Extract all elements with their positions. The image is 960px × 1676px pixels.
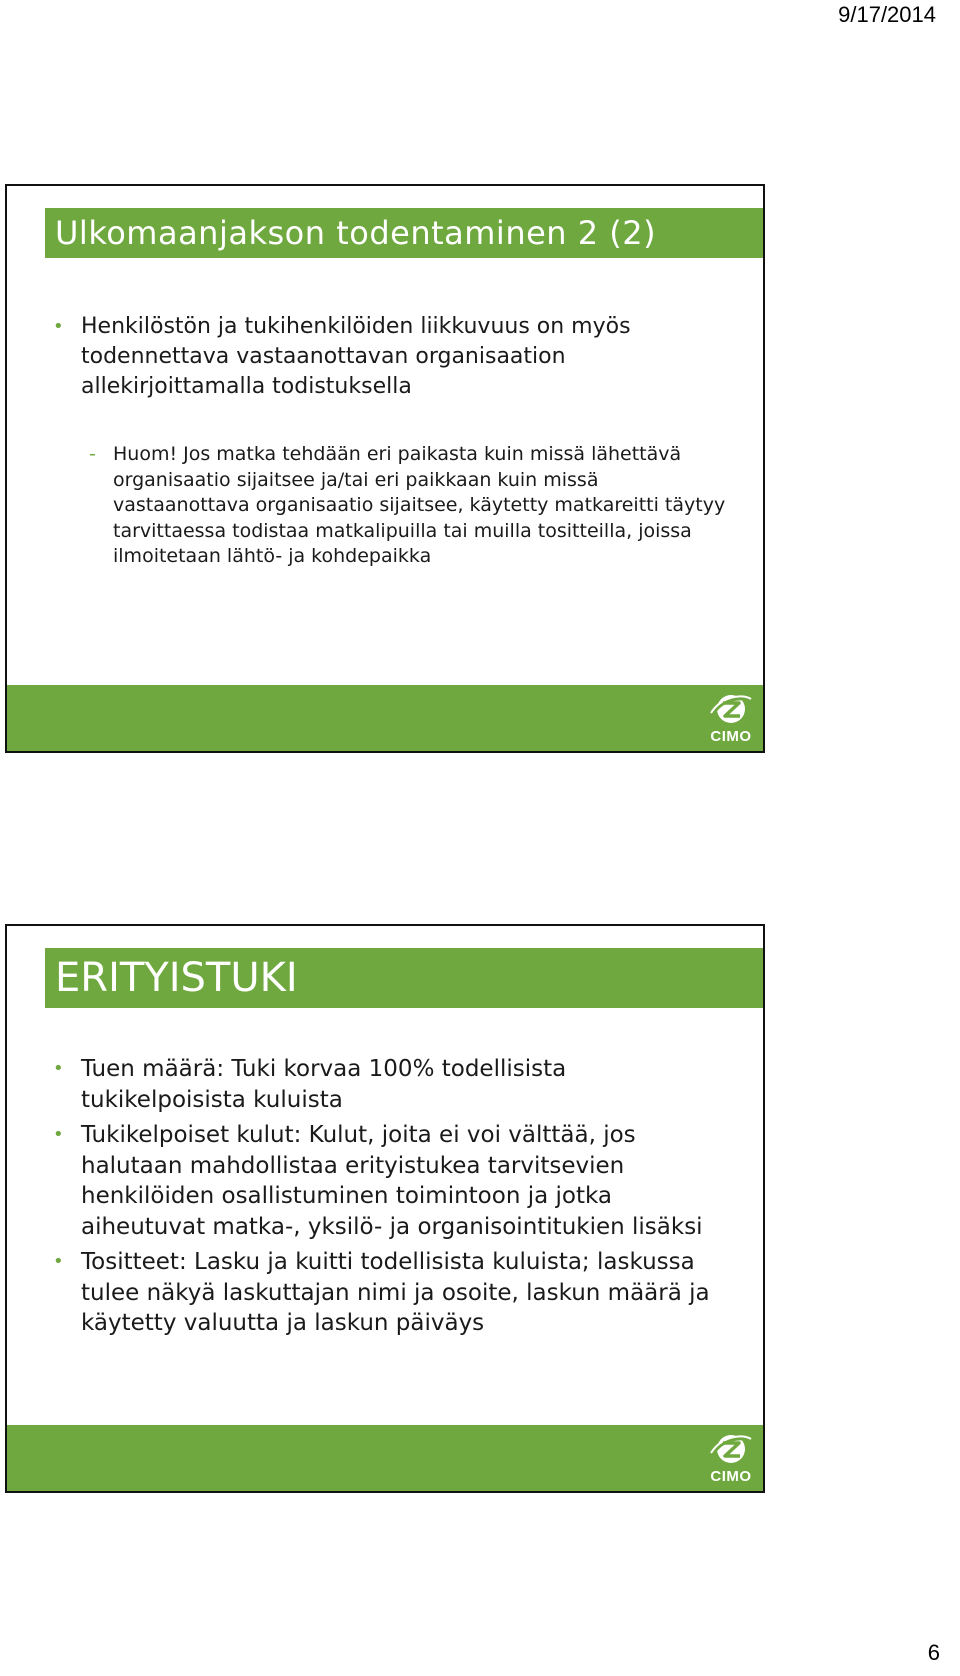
bullet-item: • Henkilöstön ja tukihenkilöiden liikkuvuus on myös todennettava vastaanottavan organisaation allekirjoittamalla todistuksella (49, 312, 733, 402)
slide-title: ERITYISTUKI (45, 948, 763, 1008)
slide-title: Ulkomaanjakson todentaminen 2 (2) (45, 208, 763, 258)
bullet-item: • Tuen määrä: Tuki korvaa 100% todellisista tukikelpoisista kuluista (49, 1054, 733, 1115)
slide-content (49, 312, 733, 570)
cimo-logo-icon (709, 689, 753, 729)
page-number: 6 (927, 1640, 940, 1665)
logo-label: CIMO (710, 728, 752, 745)
bullet-item: • Tositteet: Lasku ja kuitti todellisista kuluista; laskussa tulee näkyä laskuttajan nimi ja osoite, laskun määrä ja käytetty valuutta ja laskun päiväys (49, 1247, 733, 1339)
sub-bullet-text: Huom! Jos matka tehdään eri paikasta kuin missä lähettävä organisaatio sijaitsee ja/tai eri paikkaan kuin missä vastaanottava organisaatio sijaitsee, käytetty matkareitti täytyy tarvittaessa todistaa matkalipuilla tai muilla tositteilla, joissa ilmoitetaan lähtö- ja kohdepaikka (113, 443, 726, 567)
sub-bullet-item (49, 442, 733, 570)
page-date: 9/17/2014 (838, 2, 936, 27)
cimo-logo-icon (709, 1429, 753, 1469)
slide-2 (5, 924, 765, 1493)
bullet-list (49, 1054, 733, 1339)
bullet-list (49, 312, 733, 402)
bullet-item: • Tukikelpoiset kulut: Kulut, joita ei voi välttää, jos halutaan mahdollistaa erityistukea tarvitsevien henkilöiden osallistuminen toimintoon ja jotka aiheutuvat matka-, yksilö- ja organisointitukien lisäksi (49, 1120, 733, 1242)
slide-footer (7, 1425, 763, 1491)
slide-content (49, 1054, 733, 1344)
logo-label: CIMO (710, 1468, 752, 1485)
slide-1 (5, 184, 765, 753)
cimo-logo (707, 689, 755, 747)
dash-marker: - (89, 443, 96, 465)
slide-footer (7, 685, 763, 751)
cimo-logo (707, 1429, 755, 1487)
